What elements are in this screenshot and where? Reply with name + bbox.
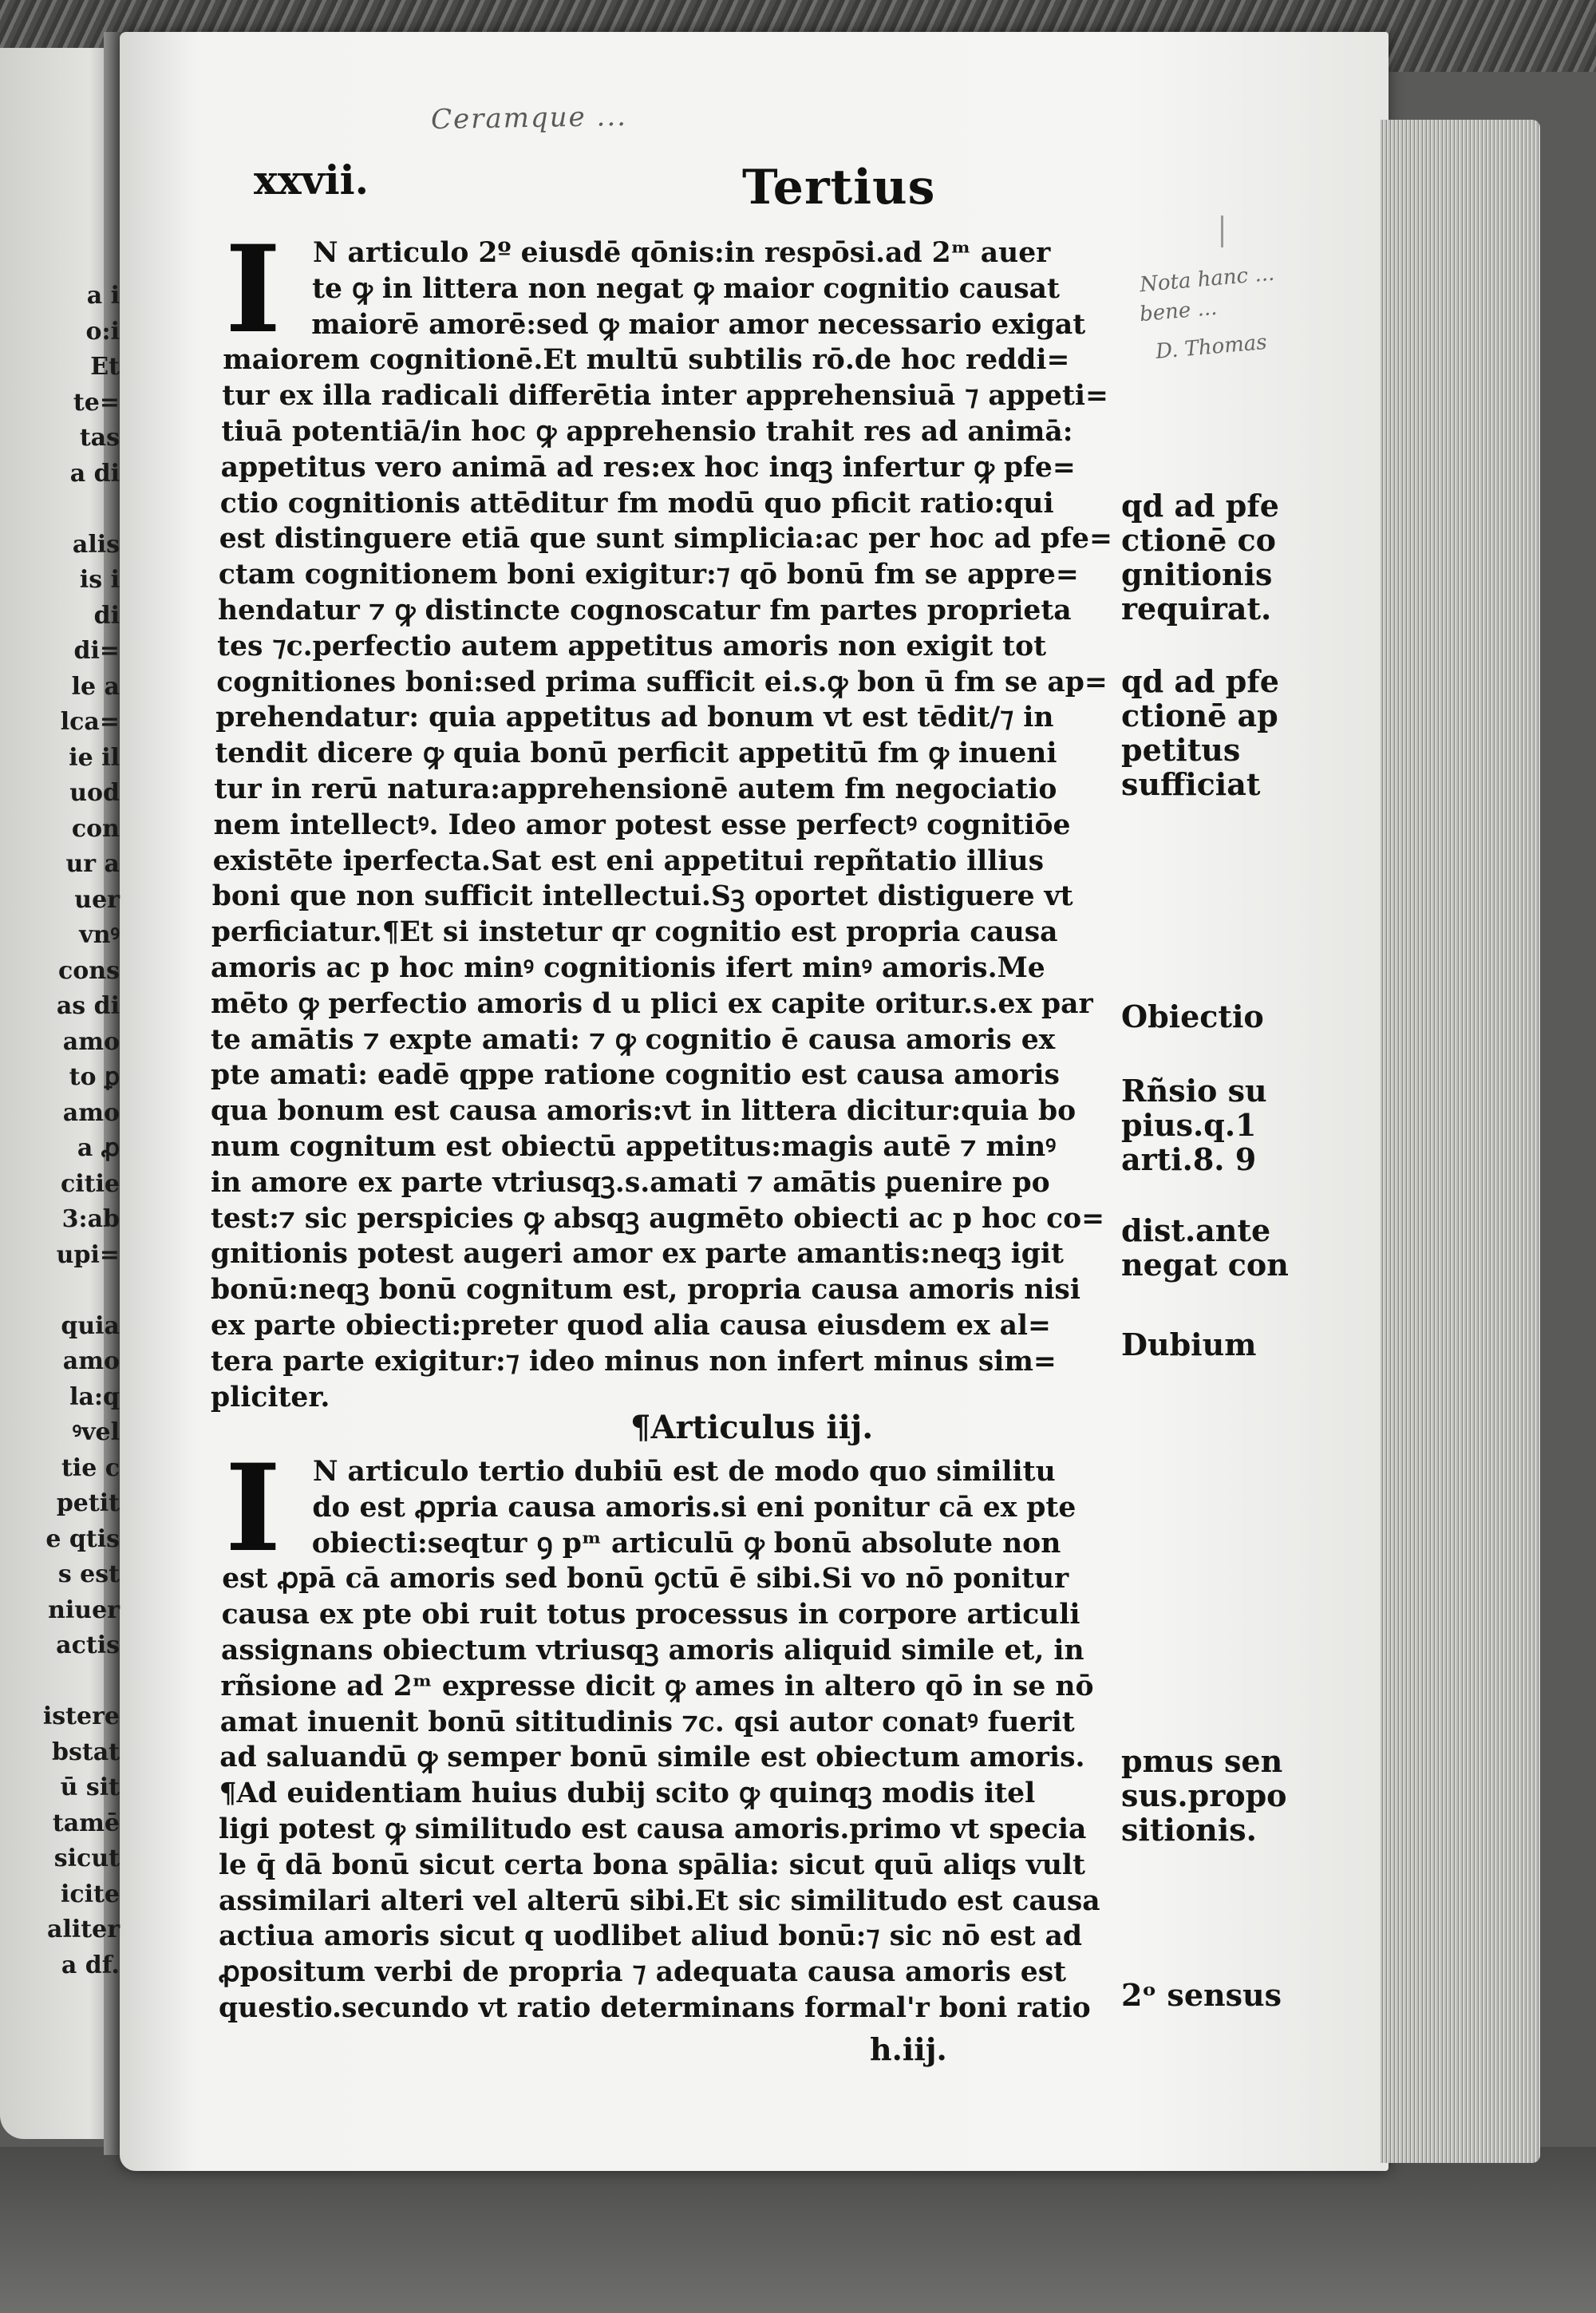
left-page-fragment: amo <box>62 1098 120 1127</box>
running-head: Tertius <box>742 160 936 215</box>
left-page-fragment: di <box>93 601 120 630</box>
marginal-note: Obiectio <box>1121 998 1264 1034</box>
text-line: amat inuenit bonū sititudinis ⁊c. qsi autor conatꝰ fuerit <box>219 1706 1075 1738</box>
text-line: N articulo tertio dubiū est de modo quo similitu <box>313 1456 1056 1488</box>
left-page-fragment: is i <box>79 566 120 594</box>
marginal-note: qd ad pfe <box>1121 488 1279 524</box>
text-line: pte amati: eadē qppe ratione cognitio est causa amoris <box>211 1059 1060 1092</box>
left-page-fragment: actis <box>56 1631 120 1659</box>
text-line: gnitionis potest augeri amor ex parte amantis:neqꝫ igit <box>211 1238 1064 1271</box>
text-line: appetitus vero animā ad res:ex hoc inqꝫ infertur ꝙ pfe= <box>220 451 1076 484</box>
decorated-initial: I <box>225 1438 282 1579</box>
text-line: tera parte exigitur:⁊ ideo minus non infert minus sim= <box>211 1345 1057 1378</box>
left-page-fragment: a ꝓ <box>77 1134 120 1162</box>
left-page-fragment: bstat <box>51 1738 120 1766</box>
left-page-fragment: as di <box>56 992 120 1020</box>
text-line: mēto ꝙ perfectio amoris d u plici ex capite oritur.s.ex par <box>211 987 1093 1020</box>
text-line: ꝓpositum verbi de propria ⁊ adequata causa amoris est <box>219 1956 1067 1989</box>
text-line: tur in rerū natura:apprehensionē autem fm negociatio <box>214 773 1057 805</box>
left-page-fragment: ū sit <box>60 1773 120 1801</box>
page-edges <box>1381 120 1540 2163</box>
text-line: ligi potest ꝙ similitudo est causa amoris.primo vt specia <box>219 1813 1087 1845</box>
marginal-note: arti.8. 9 <box>1121 1141 1257 1177</box>
text-line: rñsione ad 2ᵐ expresse dicit ꝙ ames in altero qō in se nō <box>220 1670 1094 1702</box>
left-page-fragment: a df. <box>61 1951 120 1979</box>
text-line: est distinguere etiā que sunt simplicia:ac per hoc ad pfe= <box>219 523 1112 556</box>
left-page-fragment: tamē <box>52 1809 120 1837</box>
left-page-fragment: petit <box>56 1489 120 1517</box>
text-line: maiorem cognitionē.Et multū subtilis rō.de hoc reddi= <box>223 344 1070 377</box>
text-line: te amātis ⁊ expte amati: ⁊ ꝙ cognitio ē causa amoris ex <box>211 1023 1056 1056</box>
marginal-note: pius.q.1 <box>1121 1107 1257 1143</box>
text-line: amoris ac p hoc minꝰ cognitionis ifert minꝰ amoris.Me <box>211 952 1045 984</box>
text-line: tur ex illa radicali differētia inter apprehensiuā ⁊ appeti= <box>222 380 1108 413</box>
text-line: test:⁊ sic perspicies ꝙ absqꝫ augmēto obiecti ac p hoc co= <box>211 1202 1105 1235</box>
left-page-fragment: istere <box>42 1702 120 1730</box>
text-line: questio.secundo vt ratio determinans formal'r boni ratio <box>219 1992 1091 2024</box>
text-line: tendit dicere ꝙ quia bonū perficit appetitū fm ꝙ inueni <box>215 737 1057 770</box>
left-page-fragment: vnꝰ <box>79 921 120 949</box>
marginal-note: pmus sen <box>1121 1743 1283 1779</box>
left-page-fragment: sicut <box>53 1844 120 1872</box>
left-page-fragment: ie il <box>69 743 120 772</box>
left-page-fragment: te= <box>73 388 120 417</box>
marginal-note: requirat. <box>1121 591 1272 627</box>
left-page-fragment: upi= <box>56 1240 120 1269</box>
left-page-fragment: s est <box>57 1560 120 1588</box>
left-page-fragment: la:q <box>69 1382 120 1411</box>
left-page-fragment: citie <box>60 1169 120 1198</box>
text-line: nem intellectꝰ. Ideo amor potest esse perfectꝰ cognitiōe <box>213 809 1071 841</box>
left-page-fragment: tas <box>79 424 120 452</box>
text-line: boni que non sufficit intellectui.Sꝫ oportet distiguere vt <box>211 880 1073 913</box>
marginal-note: petitus <box>1121 732 1241 768</box>
left-page-fragment: 3:ab <box>61 1205 120 1233</box>
left-page-fragment: di= <box>73 637 120 665</box>
marginal-note: 2ᵒ sensus <box>1121 1977 1282 2013</box>
text-line: num cognitum est obiectū appetitus:magis autē ⁊ minꝰ <box>211 1131 1057 1163</box>
handwritten-margin-note: Nota hanc ... <box>1139 261 1276 298</box>
marginal-note: ctionē co <box>1121 522 1276 558</box>
text-line: qua bonum est causa amoris:vt in littera dicitur:quia bo <box>211 1095 1077 1128</box>
marginal-note: sitionis. <box>1121 1812 1257 1848</box>
text-line: assignans obiectum vtriusqꝫ amoris aliquid simile et, in <box>221 1635 1084 1667</box>
text-line: pliciter. <box>211 1381 330 1414</box>
text-line: perficiatur.¶Et si instetur qr cognitio est propria causa <box>211 916 1058 949</box>
text-line: tiuā potentiā/in hoc ꝙ apprehensio trahit res ad animā: <box>221 416 1073 448</box>
pencil-mark <box>1221 215 1223 247</box>
top-handwritten-note: Ceramque ... <box>430 100 628 136</box>
text-line: assimilari alteri vel alterū sibi.Et sic similitudo est causa <box>219 1884 1100 1917</box>
signature-mark: h.iij. <box>870 2031 947 2067</box>
left-page-fragment: a i <box>86 282 120 310</box>
text-line: hendatur ⁊ ꝙ distincte cognoscatur fm partes proprieta <box>218 595 1072 627</box>
left-page-fragment: ꝰvel <box>72 1418 120 1446</box>
marginal-note: negat con <box>1121 1247 1289 1283</box>
marginal-note: ctionē ap <box>1121 698 1278 733</box>
text-line: prehendatur: quia appetitus ad bonum vt est tēdit/⁊ in <box>215 702 1054 734</box>
text-line: ¶Ad euidentiam huius dubij scito ꝙ quinqꝫ modis itel <box>219 1777 1036 1810</box>
left-page-fragment: aliter <box>47 1916 120 1943</box>
left-page-fragment: le a <box>71 672 120 701</box>
left-page-fragment: lca= <box>60 708 120 736</box>
marginal-note: Dubium <box>1121 1327 1257 1362</box>
folio-number: xxvii. <box>254 156 369 204</box>
left-page-fragment: to ꝑ <box>69 1063 120 1091</box>
text-line: ctio cognitionis attēditur fm modū quo pficit ratio:qui <box>219 487 1054 520</box>
article-heading: ¶Articulus iij. <box>630 1409 874 1446</box>
left-page-fragment: uod <box>69 779 120 807</box>
left-page-fragment: amo <box>62 1027 120 1056</box>
text-line: te ꝙ in littera non negat ꝙ maior cognitio causat <box>312 272 1060 305</box>
left-page-fragment: niuer <box>48 1595 120 1624</box>
text-line: ex parte obiecti:preter quod alia causa eiusdem ex al= <box>211 1310 1051 1342</box>
decorated-initial: I <box>225 219 282 360</box>
left-page-fragment: o:i <box>85 317 120 346</box>
left-page-fragment: a di <box>69 459 120 488</box>
marginal-note: dist.ante <box>1121 1212 1271 1248</box>
text-line: cognitiones boni:sed prima sufficit ei.s.ꝙ bon ū fm se ap= <box>216 666 1108 698</box>
handwritten-margin-note: D. Thomas <box>1154 330 1268 365</box>
left-page-fragment: ur a <box>65 850 120 878</box>
handwritten-margin-note: bene ... <box>1138 295 1219 327</box>
text-line: tes ⁊c.perfectio autem appetitus amoris non exigit tot <box>217 630 1047 662</box>
text-line: obiecti:seqtur ꝯ pᵐ articulū ꝙ bonū absolute non <box>311 1527 1061 1560</box>
text-line: existēte iperfecta.Sat est eni appetitui repñtatio illius <box>212 844 1045 877</box>
text-line: ctam cognitionem boni exigitur:⁊ qō bonū fm se appre= <box>218 559 1079 591</box>
left-page-fragment: quia <box>61 1311 120 1340</box>
left-page-fragment: alis <box>72 530 120 559</box>
text-line: maiorē amorē:sed ꝙ maior amor necessario exigat <box>311 308 1086 341</box>
text-line: causa ex pte obi ruit totus processus in corpore articuli <box>221 1599 1080 1631</box>
left-page-fragment: cons <box>58 956 120 985</box>
left-page-fragment: con <box>71 814 120 843</box>
left-page-fragment: uer <box>74 885 120 914</box>
left-page-fragment: Et <box>90 353 120 381</box>
text-line: ad saluandū ꝙ semper bonū simile est obiectum amoris. <box>219 1742 1085 1774</box>
text-line: est ꝓpā cā amoris sed bonū ꝯctū ē sibi.Si vo nō ponitur <box>222 1563 1069 1595</box>
left-page-fragment: icite <box>60 1880 120 1908</box>
text-line: do est ꝓpria causa amoris.si eni ponitur cā ex pte <box>312 1491 1077 1524</box>
left-page-fragment: e qtis <box>45 1524 120 1553</box>
marginal-note: qd ad pfe <box>1121 663 1279 699</box>
marginal-note: Rñsio su <box>1121 1073 1267 1109</box>
marginal-note: sus.propo <box>1121 1777 1287 1813</box>
left-page-fragment: amo <box>62 1347 120 1375</box>
marginal-note: gnitionis <box>1121 556 1273 592</box>
book-cover-bottom <box>0 2147 1596 2313</box>
left-page-fragment: tie c <box>61 1453 120 1482</box>
text-line: actiua amoris sicut q uodlibet aliud bonū:⁊ sic nō est ad <box>219 1920 1083 1953</box>
text-line: in amore ex parte vtriusqꝫ.s.amati ⁊ amātis ꝑuenire po <box>211 1166 1050 1199</box>
marginal-note: sufficiat <box>1121 766 1261 802</box>
text-line: bonū:neqꝫ bonū cognitum est, propria causa amoris nisi <box>211 1274 1080 1307</box>
text-line: N articulo 2º eiusdē qōnis:in respōsi.ad 2ᵐ auer <box>313 237 1051 269</box>
text-line: le q̄ dā bonū sicut certa bona spālia: sicut quū aliqs vult <box>219 1848 1085 1881</box>
